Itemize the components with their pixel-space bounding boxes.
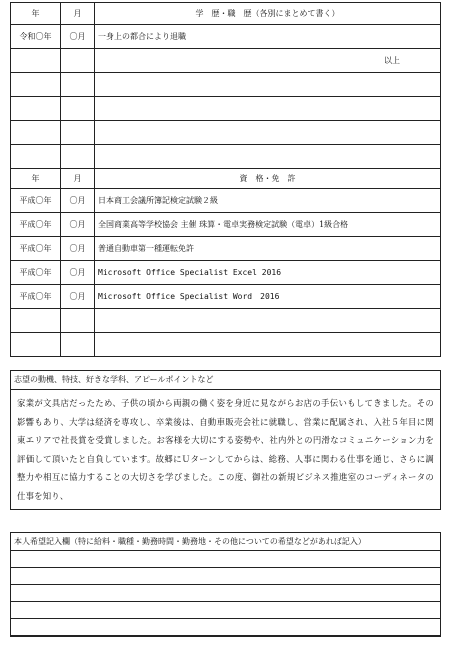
- history-month-header: 月: [61, 3, 95, 25]
- licenses-detail-cell: 全国商業高等学校協会 主催 珠算・電卓実務検定試験（電卓）1級合格: [95, 213, 441, 237]
- history-detail-cell: [95, 145, 441, 169]
- licenses-detail-header: 資 格・免 許: [95, 169, 441, 189]
- licenses-row: [11, 309, 441, 333]
- motivation-title: 志望の動機、特技、好きな学科、アピールポイントなど: [11, 371, 440, 390]
- licenses-row: [11, 333, 441, 357]
- history-year-cell: [11, 73, 61, 97]
- history-year-cell: [11, 121, 61, 145]
- history-row: [11, 97, 441, 121]
- licenses-detail-cell: Microsoft Office Specialist Word 2016: [95, 285, 441, 309]
- history-month-cell: 〇月: [61, 25, 95, 49]
- history-detail-cell: [95, 121, 441, 145]
- licenses-month-cell: 〇月: [61, 213, 95, 237]
- history-row: [11, 25, 441, 49]
- wish-entry-line: [11, 585, 440, 602]
- history-month-cell: [61, 121, 95, 145]
- licenses-year-cell: 平成〇年: [11, 261, 61, 285]
- licenses-row: [11, 261, 441, 285]
- history-year-cell: [11, 97, 61, 121]
- licenses-qualifications-table: [10, 168, 441, 357]
- licenses-month-cell: 〇月: [61, 261, 95, 285]
- licenses-year-cell: 平成〇年: [11, 189, 61, 213]
- history-month-cell: [61, 49, 95, 73]
- wish-entry-line: [11, 602, 440, 619]
- wish-entry-line: [11, 551, 440, 568]
- history-row: [11, 145, 441, 169]
- history-year-cell: [11, 49, 61, 73]
- wish-entry-line: [11, 636, 440, 653]
- licenses-month-cell: 〇月: [61, 285, 95, 309]
- history-detail-header: 学 歴・職 歴（各別にまとめて書く）: [95, 3, 441, 25]
- licenses-detail-cell: Microsoft Office Specialist Excel 2016: [95, 261, 441, 285]
- history-year-cell: [11, 145, 61, 169]
- history-row: [11, 121, 441, 145]
- licenses-year-cell: [11, 333, 61, 357]
- history-detail-cell: [95, 73, 441, 97]
- licenses-year-cell: 平成〇年: [11, 213, 61, 237]
- history-month-cell: [61, 145, 95, 169]
- licenses-year-cell: [11, 309, 61, 333]
- history-detail-cell: [95, 97, 441, 121]
- licenses-month-cell: [61, 333, 95, 357]
- licenses-row: [11, 213, 441, 237]
- history-year-cell: 令和〇年: [11, 25, 61, 49]
- licenses-detail-cell: 普通自動車第一種運転免許: [95, 237, 441, 261]
- licenses-row: [11, 237, 441, 261]
- licenses-header-row: [11, 169, 441, 189]
- history-header-row: [11, 3, 441, 25]
- licenses-detail-cell: [95, 309, 441, 333]
- history-row: [11, 49, 441, 73]
- licenses-month-header: 月: [61, 169, 95, 189]
- history-row: [11, 73, 441, 97]
- history-year-header: 年: [11, 3, 61, 25]
- wish-entry-line: [11, 568, 440, 585]
- licenses-month-cell: 〇月: [61, 237, 95, 261]
- licenses-year-cell: 平成〇年: [11, 237, 61, 261]
- education-work-history-table: [10, 2, 441, 169]
- licenses-year-cell: 平成〇年: [11, 285, 61, 309]
- licenses-month-cell: 〇月: [61, 189, 95, 213]
- personal-wishes-section: [10, 532, 441, 637]
- motivation-section: [10, 370, 441, 510]
- motivation-body: 家業が文具店だったため、子供の頃から両親の働く姿を身近に見ながらお店の手伝いもしてきました。その影響もあり、大学は経済を専攻し、卒業後は、自動車販売会社に就職し、営業に配属され、入社５年目に関東エリアで社長賞を受賞しました。お客様を大切にする姿勢や、社内外との円滑なコミュニケーション力を評価して頂いたと自負しています。故郷にＵターンしてからは、総務、人事に関わる仕事を通じ、さらに調整力や相互に協力することの大切さを学びました。この度、御社の新規ビジネス推進室のコーディネータの仕事を知り、: [17, 398, 434, 501]
- licenses-month-cell: [61, 309, 95, 333]
- history-detail-cell: 以上: [95, 49, 441, 73]
- wish-entry-line: [11, 619, 440, 636]
- history-month-cell: [61, 73, 95, 97]
- licenses-row: [11, 285, 441, 309]
- licenses-detail-cell: 日本商工会議所簿記検定試験２級: [95, 189, 441, 213]
- licenses-detail-cell: [95, 333, 441, 357]
- history-month-cell: [61, 97, 95, 121]
- licenses-year-header: 年: [11, 169, 61, 189]
- licenses-row: [11, 189, 441, 213]
- personal-wishes-title: 本人希望記入欄（特に給料・職種・勤務時間・勤務地・その他についての希望などがあれば記入）: [11, 533, 440, 551]
- history-detail-cell: 一身上の都合により退職: [95, 25, 441, 49]
